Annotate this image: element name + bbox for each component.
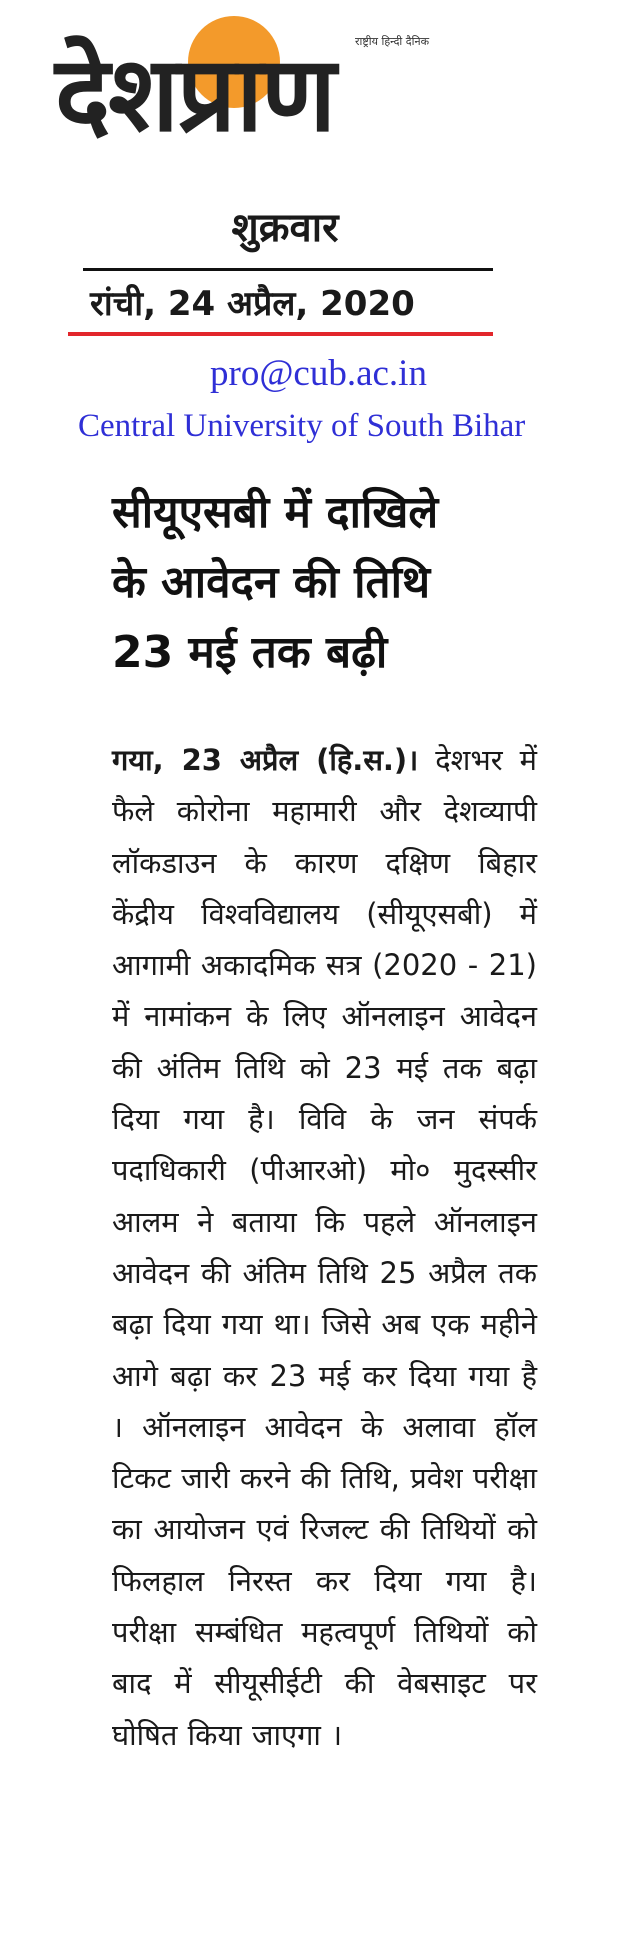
headline-line: सीयूएसबी में दाखिले bbox=[112, 487, 439, 538]
issue-weekday: शुक्रवार bbox=[231, 205, 339, 251]
university-name: Central University of South Bihar bbox=[78, 408, 526, 444]
article-body-text: देशभर में फैले कोरोना महामारी और देशव्यापी लॉकडाउन के कारण दक्षिण बिहार केंद्रीय विश्वविद्यालय (सीयूएसबी) में आगामी अकादमिक सत्र (2020 - 21) में नामांकन के लिए ऑनलाइन आवेदन की अंतिम तिथि को 23 मई तक बढ़ा दिया गया है। विवि के जन संपर्क पदाधिकारी (पीआरओ) मो० मुदस्सीर आलम ने बताया कि पहले ऑनलाइन आवेदन की अंतिम तिथि 25 अप्रैल तक बढ़ा दिया गया था। जिसे अब एक महीने आगे बढ़ा कर 23 मई कर दिया गया है । ऑनलाइन आवेदन के अलावा हॉल टिकट जारी करने की तिथि, प्रवेश परीक्षा का आयोजन एवं रिजल्ट की तिथियों को फिलहाल निरस्त कर दिया गया है। परीक्षा सम्बंधित महत्वपूर्ण तिथियों को बाद में सीयूसीईटी की वेबसाइट पर घोषित किया जाएगा । bbox=[112, 743, 538, 1752]
newspaper-title: देशप्राण bbox=[55, 33, 335, 155]
date-rule-red bbox=[68, 332, 493, 336]
article-body bbox=[112, 735, 537, 1761]
article-headline bbox=[112, 478, 542, 688]
article-lead: गया, 23 अप्रैल (हि.स.)। bbox=[112, 743, 419, 777]
headline-line: 23 मई तक बढ़ी bbox=[112, 627, 388, 678]
issue-dateline: रांची, 24 अप्रैल, 2020 bbox=[90, 284, 415, 324]
newspaper-tagline: राष्ट्रीय हिन्दी दैनिक bbox=[355, 35, 430, 48]
date-rule-black bbox=[83, 268, 493, 271]
masthead bbox=[55, 12, 495, 162]
contact-email: pro@cub.ac.in bbox=[210, 353, 427, 394]
headline-line: के आवेदन की तिथि bbox=[112, 557, 431, 608]
